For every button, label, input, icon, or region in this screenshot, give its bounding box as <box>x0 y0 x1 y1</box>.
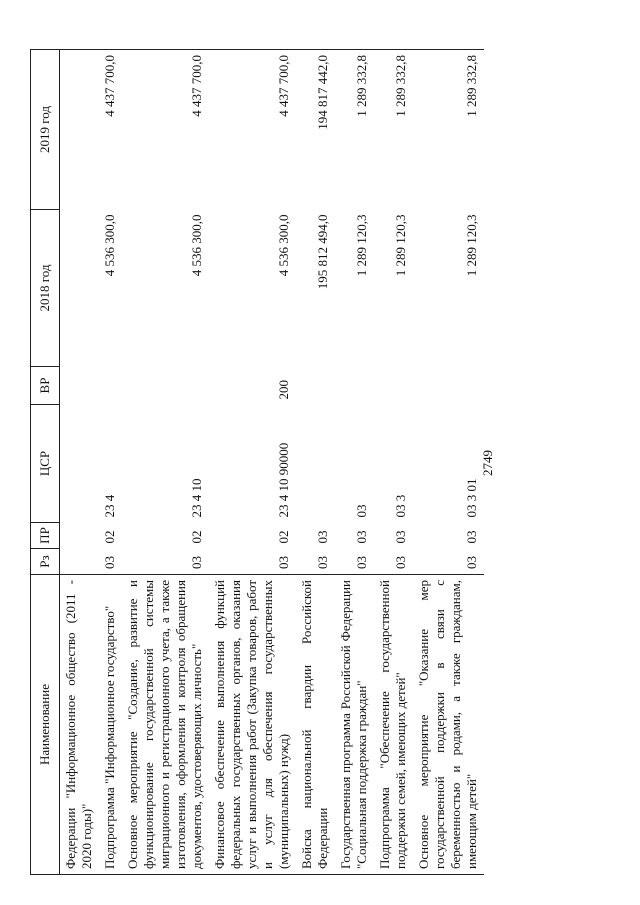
rotated-table-container <box>30 50 479 875</box>
row-vr: 200 <box>276 380 291 400</box>
row-name: Федерации "Информационное общество (2011 - 2020 годы)" <box>60 575 100 875</box>
header-rz: Рз <box>31 549 60 575</box>
row-rz: 03 <box>315 556 330 569</box>
row-pr <box>60 523 100 549</box>
row-pr: 03 <box>393 530 408 544</box>
table-row <box>335 50 374 875</box>
row-2019: 1 289 332,8 <box>413 50 484 210</box>
table-header-row <box>31 50 60 875</box>
row-csr: 03 <box>354 504 369 518</box>
row-2019: 4 437 700,0 <box>99 50 122 210</box>
row-name: Основное мероприятие "Оказание мер государственной поддержки в связи с беременностью и родами, а также гражданам, имеющим детей" <box>413 575 484 875</box>
row-csr: 03 3 01 <box>464 478 479 518</box>
row-2018 <box>60 210 100 367</box>
row-pr: 03 <box>464 530 479 544</box>
row-pr: 02 <box>276 530 291 544</box>
row-2019: 4 437 700,0 <box>209 50 296 210</box>
table-row <box>122 50 209 875</box>
table-row <box>296 50 335 875</box>
header-csr: ЦСР <box>31 405 60 523</box>
row-csr <box>296 405 335 523</box>
row-2019 <box>60 50 100 210</box>
row-csr: 03 3 <box>393 494 408 518</box>
row-2018: 1 289 120,3 <box>354 214 369 277</box>
table-row <box>374 50 413 875</box>
row-vr <box>296 367 335 405</box>
row-name: Государственная программа Российской Федерации "Социальная поддержка граждан" <box>335 575 374 875</box>
row-rz: 03 <box>189 556 204 569</box>
row-rz: 03 <box>354 556 369 569</box>
row-2018: 1 289 120,3 <box>464 214 479 277</box>
row-vr <box>413 367 484 405</box>
row-csr <box>60 405 100 523</box>
page-number: 2749 <box>480 450 495 476</box>
table-row <box>99 50 122 875</box>
header-2018: 2018 год <box>31 210 60 367</box>
row-rz: 03 <box>393 556 408 569</box>
row-csr: 23 4 10 <box>189 478 204 518</box>
row-vr <box>374 367 413 405</box>
row-2019: 1 289 332,8 <box>374 50 413 210</box>
row-pr: 03 <box>354 530 369 544</box>
header-vr: ВР <box>31 367 60 405</box>
row-2018: 1 289 120,3 <box>393 214 408 277</box>
row-csr: 23 4 10 90000 <box>276 442 291 518</box>
row-2019: 1 289 332,8 <box>335 50 374 210</box>
row-vr <box>99 367 122 405</box>
row-2019: 4 437 700,0 <box>122 50 209 210</box>
row-2019: 194 817 442,0 <box>296 50 335 210</box>
budget-table <box>30 49 484 875</box>
row-name: Подпрограмма "Информационное государство" <box>99 575 122 875</box>
row-rz: 03 <box>464 556 479 569</box>
header-name: Наименование <box>31 575 60 875</box>
table-row <box>60 50 100 875</box>
row-csr: 23 4 <box>102 494 117 518</box>
row-rz: 03 <box>102 556 117 569</box>
header-2019: 2019 год <box>31 50 60 210</box>
row-name: Финансовое обеспечение выполнения функций федеральных государственных органов, оказания услуг и выполнения работ (Закупка товаров, работ и услуг для обеспечения государственных (муниципальных) нужд) <box>209 575 296 875</box>
row-vr <box>60 367 100 405</box>
row-rz <box>60 549 100 575</box>
row-vr <box>335 367 374 405</box>
row-vr <box>122 367 209 405</box>
row-2018: 195 812 494,0 <box>315 214 330 290</box>
header-pr: ПР <box>31 523 60 549</box>
row-2018: 4 536 300,0 <box>102 214 117 277</box>
row-name: Основное мероприятие "Создание, развитие и функционирование государственной системы миграционного и регистрационного учета, а также изготовления, оформления и контроля обращения документов, удостоверяющих личность" <box>122 575 209 875</box>
row-pr: 02 <box>102 530 117 544</box>
table-row <box>413 50 484 875</box>
row-2018: 4 536 300,0 <box>189 214 204 277</box>
row-pr: 03 <box>315 530 330 544</box>
row-pr: 02 <box>189 530 204 544</box>
table-row <box>209 50 296 875</box>
row-name: Подпрограмма "Обеспечение государственной поддержки семей, имеющих детей" <box>374 575 413 875</box>
row-rz: 03 <box>276 556 291 569</box>
row-name: Войска национальной гвардии Российской Федерации <box>296 575 335 875</box>
row-2018: 4 536 300,0 <box>276 214 291 277</box>
